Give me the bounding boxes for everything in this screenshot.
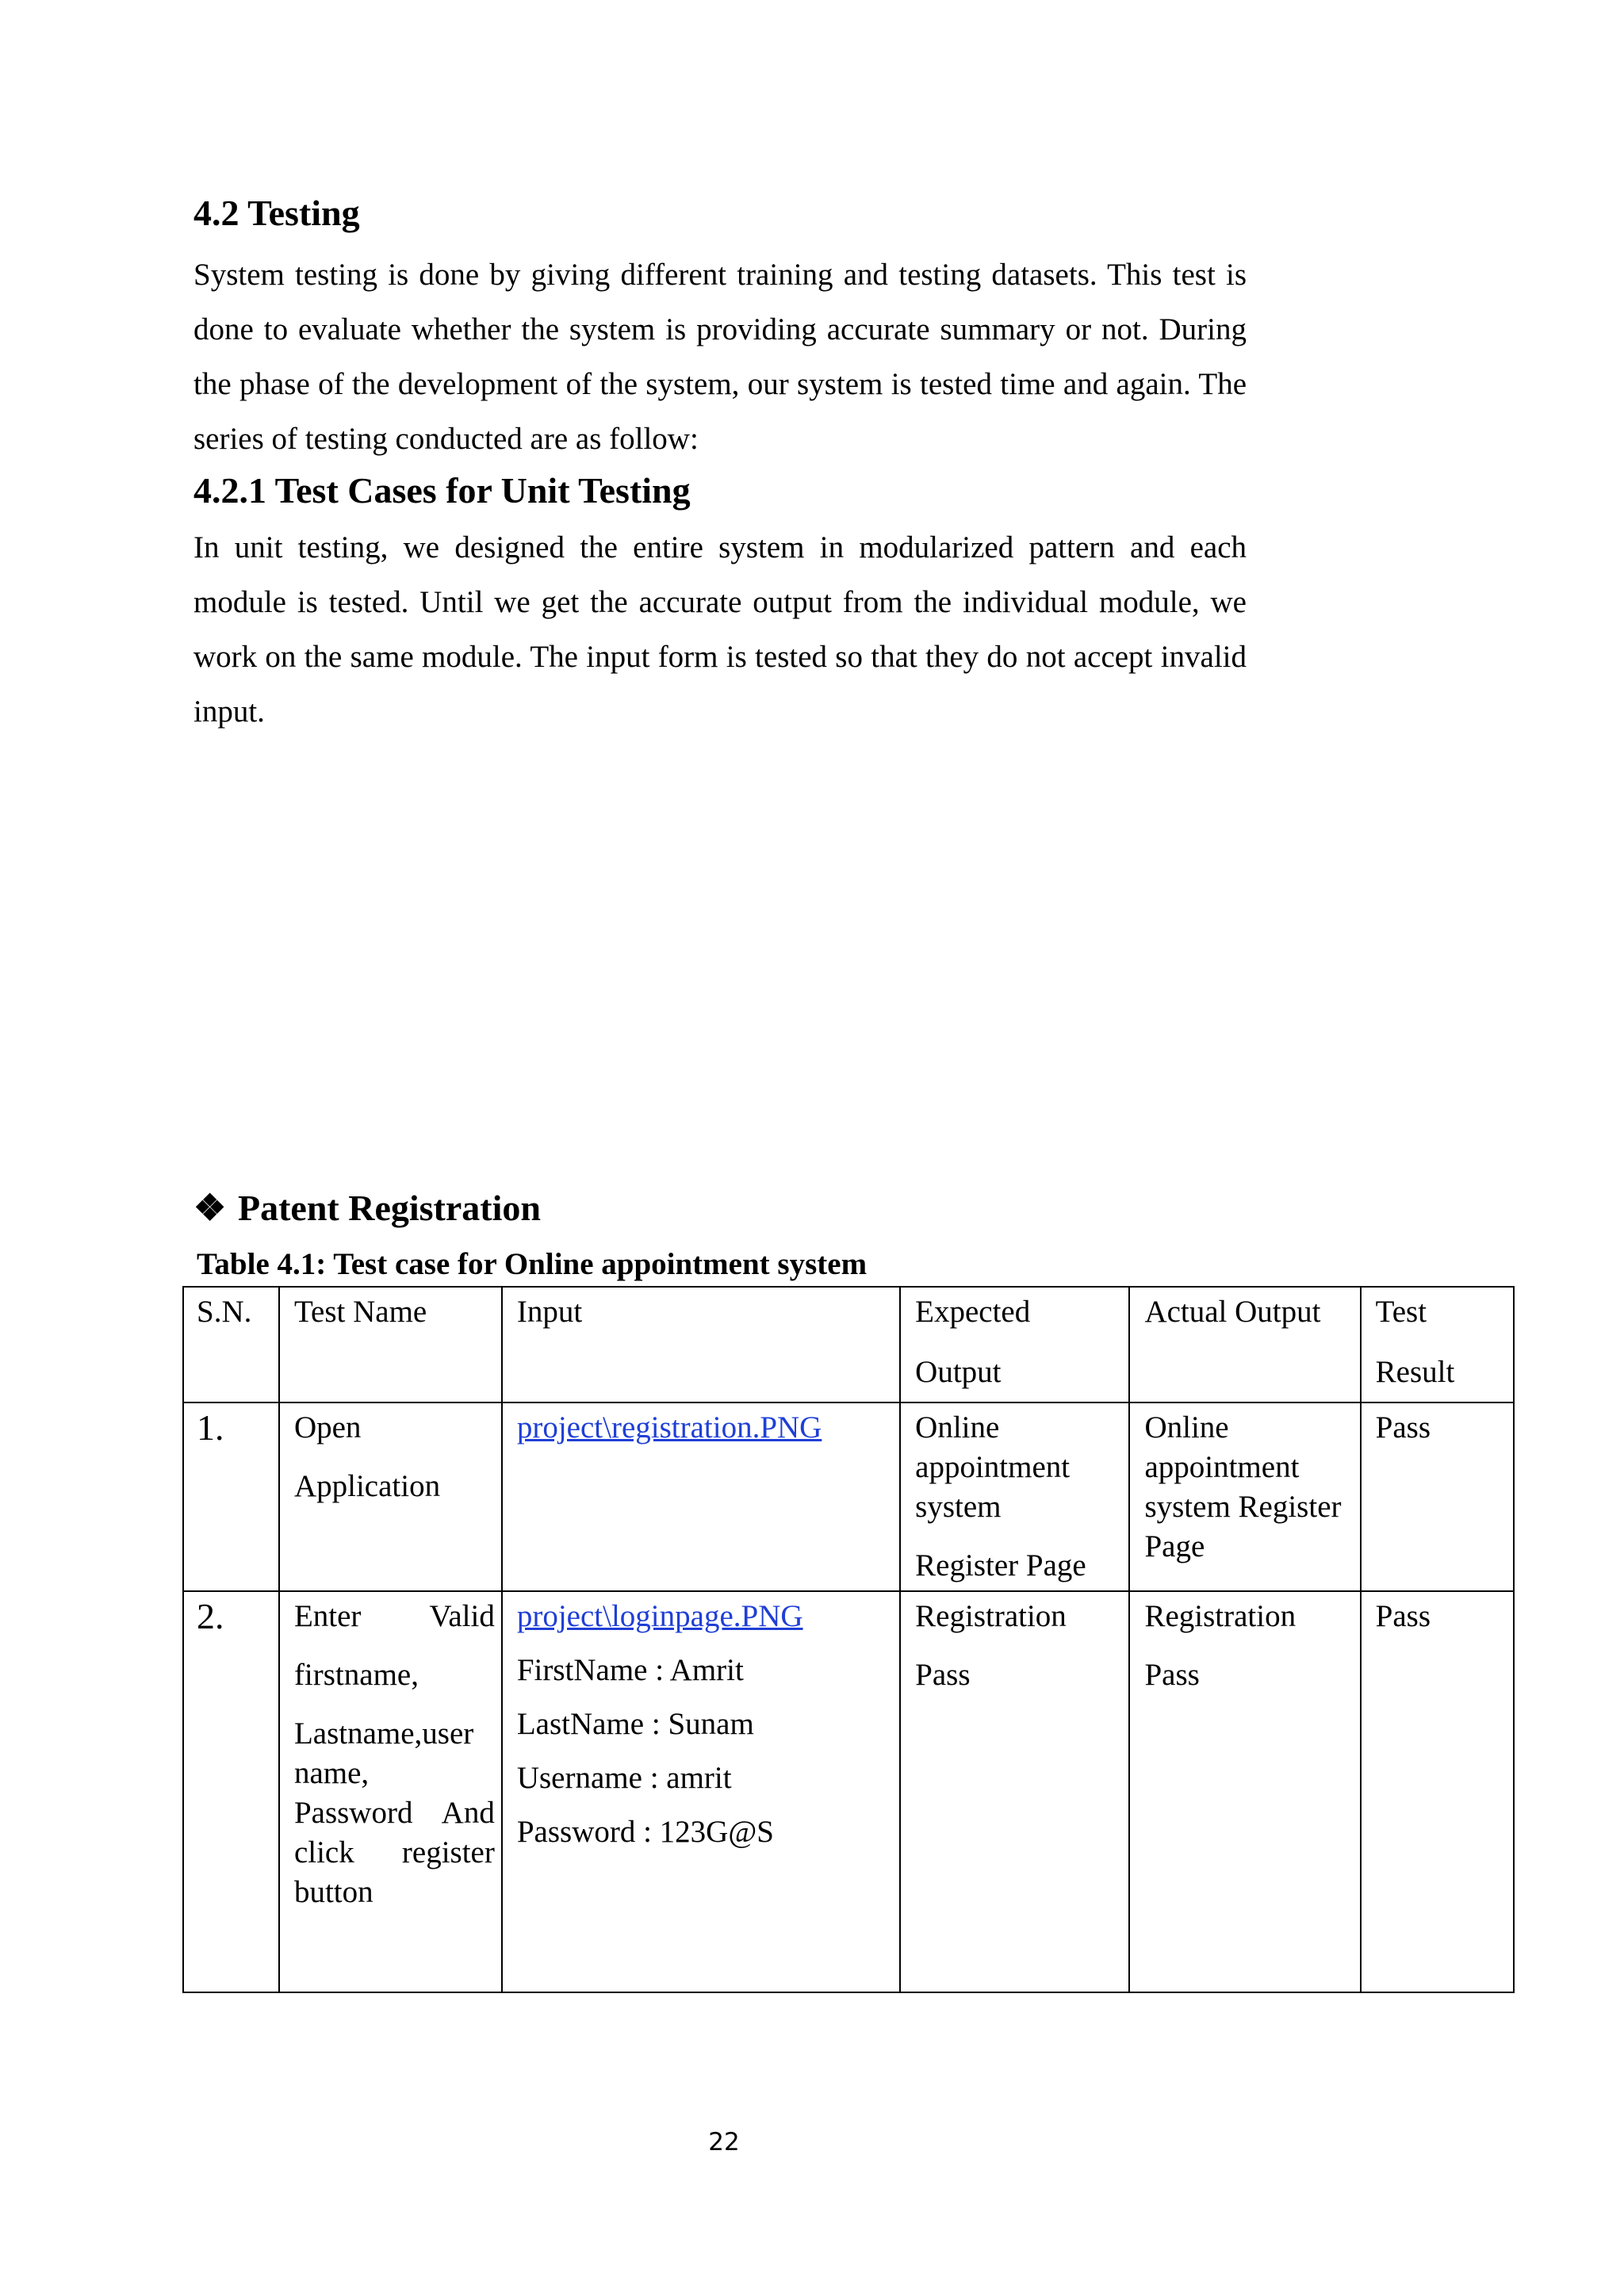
header-result-line2: Result [1375, 1355, 1455, 1389]
expected-text: Register Page [915, 1548, 1086, 1582]
input-line: Password : 123G@S [516, 1815, 774, 1849]
patent-title-text: Patent Registration [238, 1188, 541, 1228]
input-line: Username : amrit [516, 1761, 732, 1795]
row-test-result: Pass [1361, 1402, 1514, 1591]
row-test-name [279, 1591, 502, 1992]
paragraph-text: In unit testing, we designed the entire system in modularized pattern and each module is tested. Until we get the accurate output from the individual module, we work on the same module. The input form is tested so that they do not accept invalid input. [193, 530, 1247, 729]
table-caption: Table 4.1: Test case for Online appointment system [197, 1247, 868, 1281]
section-heading: 4.2 Testing [193, 193, 360, 233]
test-name-line: Lastname,user name, Password And click register button [293, 1716, 495, 1909]
subsection-paragraph [193, 520, 1247, 739]
expected-text: Online appointment system [915, 1410, 1071, 1524]
actual-text: Pass [1144, 1658, 1200, 1692]
test-name-line: firstname, [293, 1658, 419, 1692]
header-actual-output: Actual Output [1129, 1287, 1360, 1402]
row-test-name [279, 1402, 502, 1591]
test-name-line: Enter Valid [293, 1599, 495, 1633]
input-line: FirstName : Amrit [516, 1653, 744, 1687]
header-expected-line2: Output [915, 1355, 1002, 1389]
loginpage-link[interactable]: project\loginpage.PNG [516, 1599, 803, 1633]
registration-link[interactable]: project\registration.PNG [516, 1410, 822, 1445]
row-input [502, 1402, 900, 1591]
header-test-name: Test Name [279, 1287, 502, 1402]
subsection-heading: 4.2.1 Test Cases for Unit Testing [193, 470, 691, 511]
row-test-result: Pass [1361, 1591, 1514, 1992]
header-sn: S.N. [183, 1287, 279, 1402]
expected-text: Pass [915, 1658, 971, 1692]
diamond-bullet-icon: ❖ [193, 1188, 227, 1228]
header-result-line1: Test [1375, 1295, 1427, 1329]
row-actual-output [1129, 1591, 1360, 1992]
row-input [502, 1591, 900, 1992]
row-expected-output [900, 1591, 1129, 1992]
section-paragraph [193, 247, 1247, 466]
row-expected-output [900, 1402, 1129, 1591]
page-number: 22 [708, 2128, 740, 2156]
header-test-result [1361, 1287, 1514, 1402]
test-name-line: Application [293, 1469, 441, 1503]
table-row [183, 1402, 1514, 1591]
header-expected-line1: Expected [915, 1295, 1031, 1329]
actual-text: Registration [1144, 1599, 1297, 1633]
paragraph-text: System testing is done by giving different training and testing datasets. This test is done to evaluate whether the system is providing accurate summary or not. During the phase of the development of the system, our system is tested time and again. The series of testing conducted are as follow: [193, 258, 1247, 456]
row-actual-output: Online appointment system Register Page [1129, 1402, 1360, 1591]
expected-text: Registration [915, 1599, 1067, 1633]
header-expected-output [900, 1287, 1129, 1402]
patent-registration-title [193, 1186, 541, 1229]
table-header-row [183, 1287, 1514, 1402]
input-line: LastName : Sunam [516, 1707, 754, 1741]
row-sn: 1. [183, 1402, 279, 1591]
test-name-line: Open [293, 1410, 362, 1445]
test-case-table [182, 1286, 1515, 1993]
table-row [183, 1591, 1514, 1992]
row-sn: 2. [183, 1591, 279, 1992]
header-input: Input [502, 1287, 900, 1402]
